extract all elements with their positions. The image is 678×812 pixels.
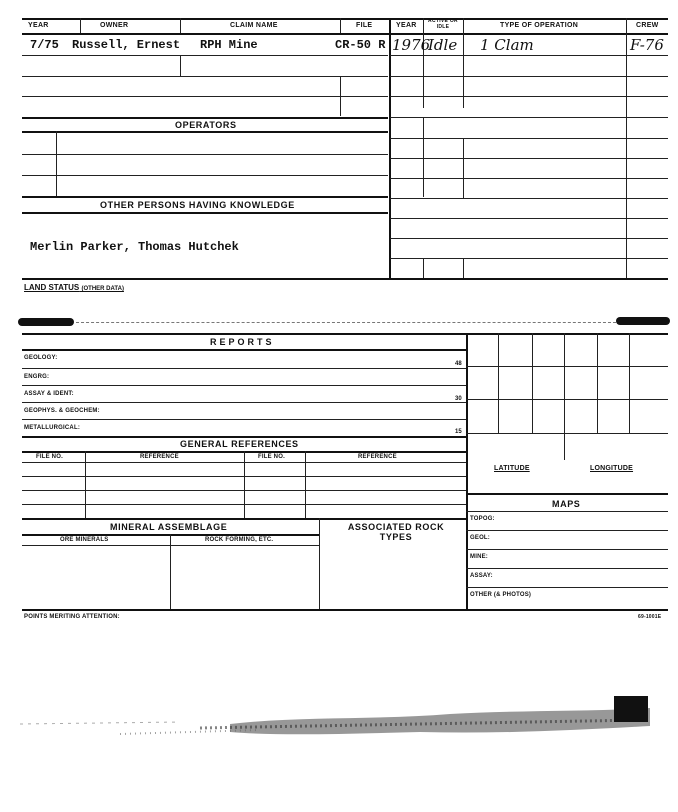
row-rule [22,76,388,77]
row-rule [466,587,668,588]
row-rule [22,504,466,505]
row-rule [22,368,466,369]
main-vertical-divider [389,18,391,279]
entry-year-handwritten: 1976 [392,36,431,54]
report-label-geophys: GEOPHYS. & GEOCHEM: [24,408,100,414]
knowledge-top-rule [22,196,388,198]
maps-geol: GEOL: [470,535,490,541]
row-rule [466,511,668,512]
latitude-label: LATITUDE [494,465,530,472]
header-claim-name: CLAIM NAME [230,22,278,29]
associated-rock-types-label: ASSOCIATED ROCK TYPES [347,522,445,542]
right-col-divider [423,18,424,108]
row-rule [390,198,668,199]
grid-line [466,366,668,367]
report-label-engrg: ENGRG: [24,374,50,380]
operators-title: OPERATORS [175,120,237,130]
maps-topog: TOPOG: [470,516,495,522]
general-references-title: GENERAL REFERENCES [180,439,299,449]
gr-col-file-no-2: FILE NO. [258,454,285,460]
row-rule [390,218,668,219]
gr-col-file-no: FILE NO. [36,454,63,460]
knowledge-names: Merlin Parker, Thomas Hutchek [30,240,239,254]
operators-top-rule [22,117,388,119]
grid-line [498,333,499,433]
gr-col-divider [305,451,306,518]
grid-line [466,399,668,400]
row-rule [390,178,668,179]
right-col-divider [463,258,464,278]
row-rule [466,530,668,531]
row-rule [22,154,388,155]
row-rule [390,258,668,259]
row-rule [390,117,668,118]
gr-col-divider [244,451,245,518]
entry-owner: Russell, Ernest [72,38,181,52]
maps-other: OTHER (& PHOTOS) [470,592,532,598]
gr-col-reference: REFERENCE [140,454,179,460]
report-num-assay: 30 [455,396,462,402]
entry-crew-handwritten: F-76 [630,36,664,54]
land-status-heading [24,283,124,292]
rock-forming-label: ROCK FORMING, ETC. [205,537,274,543]
report-label-metallurgical: METALLURGICAL: [24,425,81,431]
row-rule [390,238,668,239]
row-rule [390,138,668,139]
entry-file: CR-50 R [335,38,386,52]
header-bottom-rule [22,33,668,35]
report-num-metallurgical: 15 [455,429,462,435]
reports-title: REPORTS [210,337,275,347]
grid-line [564,333,565,460]
grid-line [629,333,630,433]
row-rule [466,549,668,550]
mineral-assemblage-title: MINERAL ASSEMBLAGE [110,522,228,532]
maps-mine: MINE: [470,554,488,560]
header-divider [80,18,81,33]
right-col-divider [423,258,424,278]
general-references-bottom-rule [22,518,466,520]
redaction-mark-left [18,318,74,326]
land-status-rule [76,322,616,323]
reports-top-rule [22,333,668,335]
entry-claim-name: RPH Mine [200,38,258,52]
header-type-of-operation: TYPE OF OPERATION [500,22,579,29]
row-rule [22,490,466,491]
knowledge-title: OTHER PERSONS HAVING KNOWLEDGE [100,200,295,210]
reports-bottom-rule [22,436,466,438]
row-rule [22,385,466,386]
scan-noise-band [0,690,678,800]
header-top-rule [22,18,668,20]
row-rule [22,96,388,97]
row-divider [180,55,181,77]
redaction-mark-right [616,317,670,325]
reports-header-rule [22,349,466,351]
right-col-divider [626,18,627,278]
row-rule [390,158,668,159]
points-meriting-attention: POINTS MERITING ATTENTION: [24,614,120,620]
entry-year: 7/75 [30,38,59,52]
grid-line [466,433,668,434]
form-number: 69-1001E [638,614,662,620]
entry-type-handwritten: 1 Clam [480,36,534,54]
longitude-label: LONGITUDE [590,465,634,472]
row-rule [22,55,388,56]
header-owner: OWNER [100,22,129,29]
report-label-geology: GEOLOGY: [24,355,58,361]
associated-divider [319,518,320,609]
gr-col-reference-2: REFERENCE [358,454,397,460]
header-divider [340,18,341,33]
row-divider [56,131,57,196]
grid-line [597,333,598,433]
report-label-assay: ASSAY & IDENT: [24,391,74,397]
row-divider [340,76,341,116]
right-col-divider [423,117,424,197]
entry-active-handwritten: Idle [428,36,458,54]
ore-minerals-label: ORE MINERALS [60,537,109,543]
grid-line [532,333,533,433]
maps-top-rule [466,493,668,495]
gr-col-divider [85,451,86,518]
header-file: FILE [356,22,373,29]
header-active-or-idle: ACTIVE OR IDLE [428,18,458,30]
row-rule [22,419,466,420]
header-year-2: YEAR [396,22,417,29]
row-rule [22,175,388,176]
header-divider [180,18,181,33]
lower-bottom-rule [22,609,668,611]
maps-assay: ASSAY: [470,573,493,579]
row-rule [22,402,466,403]
top-section-bottom-rule [22,278,668,280]
row-rule [22,476,466,477]
maps-title: MAPS [552,499,581,509]
right-col-divider [463,138,464,198]
land-status-title: LAND STATUS [24,283,80,292]
operators-header-rule [22,131,388,133]
mineral-col-divider [170,534,171,609]
row-rule [390,96,668,97]
knowledge-header-rule [22,212,388,214]
right-col-divider [463,18,464,108]
row-rule [390,55,668,56]
report-num-geology: 48 [455,361,462,367]
row-rule [466,568,668,569]
row-rule [390,76,668,77]
land-status-subtitle: (OTHER DATA) [81,286,124,292]
header-year: YEAR [28,22,49,29]
header-crew: CREW [636,22,659,29]
